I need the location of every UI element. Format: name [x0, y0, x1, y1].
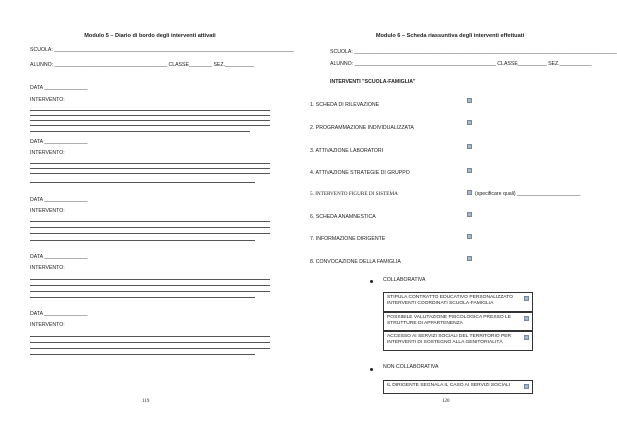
specify-field[interactable]: (specificare quali) ______________________	[475, 191, 581, 197]
checkbox-convocazione-famiglia[interactable]	[467, 256, 472, 261]
page-number: 119	[142, 399, 150, 404]
alunno-field[interactable]: ALUNNO: _______________________________________ CLASSE________ SEZ.__________	[30, 62, 254, 68]
entry-line[interactable]	[30, 233, 270, 234]
checkbox-figure-sistema[interactable]	[467, 190, 472, 195]
checkbox-valutazione-psicologica[interactable]	[524, 316, 529, 321]
data-field-5[interactable]: DATA _______________	[30, 311, 88, 317]
entry-line[interactable]	[30, 173, 270, 174]
option-text: POSSIBILE VALUTAZIONE PSICOLOGICA PRESSO LE STRUTTURE DI APPARTENENZA	[387, 315, 512, 326]
option-dirigente-segnala[interactable]	[383, 380, 533, 394]
entry-line[interactable]	[30, 285, 270, 286]
item-strategie-gruppo: 4. ATTIVAZIONE STRATEGIE DI GRUPPO	[310, 170, 410, 176]
entry-line[interactable]	[30, 125, 270, 126]
module-6-title: Modulo 6 – Scheda riassuntiva degli interventi effettuati	[375, 33, 525, 39]
entry-line[interactable]	[30, 168, 270, 169]
page-number: 120	[442, 399, 450, 404]
entry-line[interactable]	[30, 291, 270, 292]
entry-line[interactable]	[30, 348, 270, 349]
item-convocazione-famiglia: 8. CONVOCAZIONE DELLA FAMIGLIA	[310, 259, 401, 265]
option-text: IL DIRIGENTE SEGNALA IL CASO AI SERVIZI SOCIALI	[387, 383, 511, 388]
option-servizi-sociali[interactable]	[383, 331, 533, 351]
collab-label: COLLABORATIVA	[383, 277, 426, 283]
option-contratto-educativo[interactable]	[383, 292, 533, 312]
noncollab-label: NON COLLABORATIVA	[383, 364, 439, 370]
item-programmazione: 2. PROGRAMMAZIONE INDIVIDUALIZZATA	[310, 125, 414, 131]
entry-line[interactable]	[30, 120, 270, 121]
entry-line[interactable]	[30, 131, 250, 132]
module-5-title: Modulo 5 – Diario di bordo degli interventi attivati	[84, 33, 216, 39]
entry-line[interactable]	[30, 227, 270, 228]
data-field-2[interactable]: DATA _______________	[30, 139, 88, 145]
intervento-label-5: INTERVENTO:	[30, 322, 65, 328]
intervento-label-2: INTERVENTO:	[30, 150, 65, 156]
checkbox-strategie-gruppo[interactable]	[467, 168, 472, 173]
bullet-icon	[370, 368, 373, 371]
entry-line[interactable]	[30, 354, 255, 355]
entry-line[interactable]	[30, 279, 270, 280]
section-heading: INTERVENTI "SCUOLA-FAMIGLIA"	[330, 79, 416, 85]
module-5-page	[0, 0, 300, 424]
checkbox-programmazione[interactable]	[467, 120, 472, 125]
checkbox-dirigente-segnala[interactable]	[524, 384, 529, 389]
item-informazione-dirigente: 7. INFORMAZIONE DIRIGENTE	[310, 236, 386, 242]
checkbox-scheda-anamnestica[interactable]	[467, 212, 472, 217]
data-field-1[interactable]: DATA _______________	[30, 85, 88, 91]
checkbox-informazione-dirigente[interactable]	[467, 234, 472, 239]
entry-line[interactable]	[30, 163, 270, 164]
entry-line[interactable]	[30, 221, 270, 222]
item-scheda-anamnestica: 6. SCHEDA ANAMNESTICA	[310, 214, 376, 220]
checkbox-servizi-sociali[interactable]	[524, 335, 529, 340]
data-field-3[interactable]: DATA _______________	[30, 197, 88, 203]
option-text: STIPULA CONTRATTO EDUCATIVO PERSONALIZZATO INTERVENTI COORDINATI SCUOLA-FAMIGLIA	[387, 295, 513, 306]
scuola-field[interactable]: SCUOLA: ___________________________________________________________________________________	[30, 47, 294, 53]
option-text: ACCESSO AI SERVIZI SOCIALI DEL TERRITORIO PER INTERVENTI DI SOSTEGNO ALLA GENITORIALITÀ	[387, 334, 512, 345]
intervento-label-1: INTERVENTO:	[30, 97, 65, 103]
item-laboratori: 3. ATTIVAZIONE LABORATORI	[310, 148, 384, 154]
entry-line[interactable]	[30, 297, 255, 298]
entry-line[interactable]	[30, 110, 270, 111]
scuola-field[interactable]: SCUOLA: ___________________________________________________________________________________________	[330, 49, 617, 55]
checkbox-contratto-educativo[interactable]	[524, 296, 529, 301]
entry-line[interactable]	[30, 336, 270, 337]
entry-line[interactable]	[30, 182, 255, 183]
option-valutazione-psicologica[interactable]	[383, 312, 533, 331]
item-scheda-rilevazione: 1. SCHEDA DI RILEVAZIONE	[310, 102, 380, 108]
checkbox-scheda-rilevazione[interactable]	[467, 98, 472, 103]
intervento-label-4: INTERVENTO:	[30, 265, 65, 271]
alunno-field[interactable]: ALUNNO: _________________________________________________ CLASSE__________ SEZ.___________	[330, 61, 592, 67]
item-figure-sistema: 5. INTERVENTO FIGURE DI SISTEMA	[310, 191, 398, 197]
entry-line[interactable]	[30, 115, 270, 116]
bullet-icon	[370, 280, 373, 283]
data-field-4[interactable]: DATA _______________	[30, 254, 88, 260]
entry-line[interactable]	[30, 342, 270, 343]
checkbox-laboratori[interactable]	[467, 144, 472, 149]
entry-line[interactable]	[30, 240, 255, 241]
intervento-label-3: INTERVENTO:	[30, 208, 65, 214]
module-6-page	[300, 0, 617, 424]
